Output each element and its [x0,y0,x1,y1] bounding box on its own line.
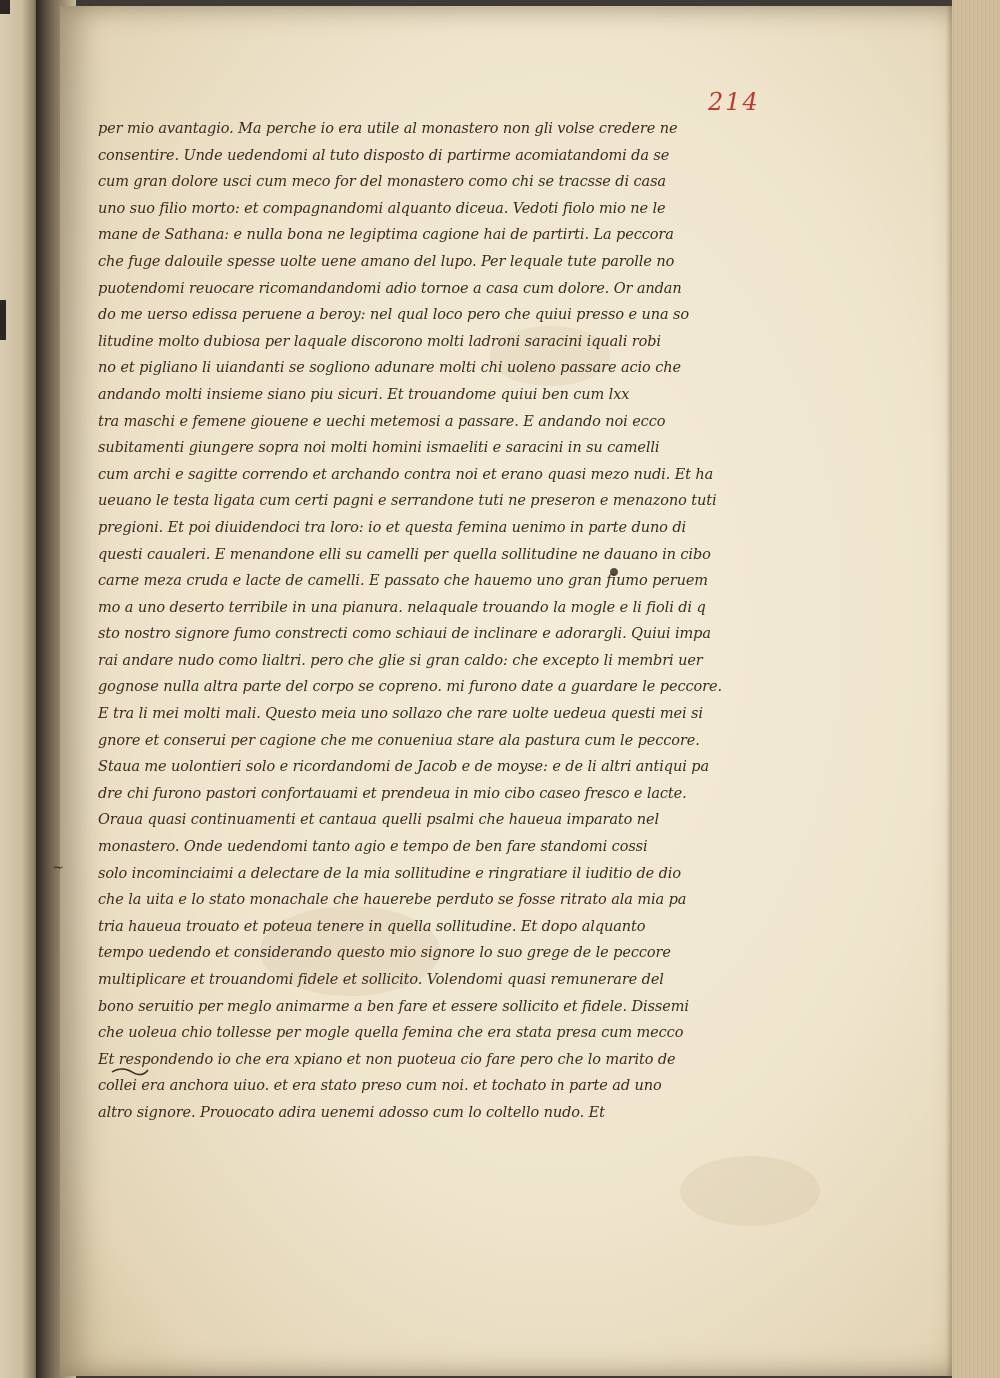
manuscript-line: andando molti insieme siano piu sicuri. Et trouandome quiui ben cum lxx [98,386,630,403]
manuscript-line: tempo uedendo et considerando questo mio signore lo suo grege de le peccore [98,945,671,962]
manuscript-line: altro signore. Prouocato adira uenemi adosso cum lo coltello nudo. Et [98,1104,605,1121]
binding-notch [0,0,10,14]
folio-number: 214 [708,88,760,116]
binding-notch [0,300,6,340]
manuscript-line: che uoleua chio tollesse per mogle quella femina che era stata presa cum mecco [98,1025,684,1042]
manuscript-line: litudine molto dubiosa per laquale discorono molti ladroni saracini iquali robi [98,333,661,350]
manuscript-line: ueuano le testa ligata cum certi pagni e serrandone tuti ne preseron e menazono tuti [98,493,717,510]
manuscript-line: cum archi e sagitte correndo et archando contra noi et erano quasi mezo nudi. Et ha [98,466,714,483]
manuscript-line: Et respondendo io che era xpiano et non puoteua cio fare pero che lo marito de [98,1051,676,1068]
manuscript-line: puotendomi reuocare ricomandandomi adio tornoe a casa cum dolore. Or andan [98,280,682,297]
manuscript-line: no et pigliano li uiandanti se sogliono adunare molti chi uoleno passare acio che [98,360,681,377]
manuscript-line: monastero. Onde uedendomi tanto agio e tempo de ben fare standomi cossi [98,839,648,856]
paper-stain [680,1156,820,1226]
manuscript-line: per mio avantagio. Ma perche io era utile al monastero non gli volse credere ne [98,121,678,137]
margin-mark-icon: ~ [52,860,64,876]
manuscript-line: cum gran dolore usci cum meco for del monastero como chi se tracsse di casa [98,174,666,191]
manuscript-line: multiplicare et trouandomi fidele et sollicito. Volendomi quasi remunerare del [98,972,664,988]
manuscript-line: pregioni. Et poi diuidendoci tra loro: io et questa femina uenimo in parte duno di [98,519,687,536]
manuscript-line: gnore et conserui per cagione che me conueniua stare ala pastura cum le peccore. [98,732,700,749]
manuscript-line: Oraua quasi continuamenti et cantaua quelli psalmi che haueua imparato nel [98,812,659,829]
manuscript-line: bono seruitio per meglo animarme a ben fare et essere sollicito et fidele. Dissemi [98,998,689,1015]
manuscript-line: do me uerso edissa peruene a beroy: nel qual loco pero che quiui presso e una so [98,307,689,324]
manuscript-line: mo a uno deserto terribile in una pianura. nelaquale trouando la mogle e li fioli di q [98,599,706,616]
manuscript-line: collei era anchora uiuo. et era stato preso cum noi. et tochato in parte ad uno [98,1078,662,1095]
manuscript-line: gognose nulla altra parte del corpo se copreno. mi furono date a guardare le peccore. [98,679,722,696]
manuscript-line: tra maschi e femene giouene e uechi metemosi a passare. E andando noi ecco [98,413,666,430]
manuscript-line: questi caualeri. E menandone elli su camelli per quella sollitudine ne dauano in cibo [98,546,711,563]
manuscript-line: solo incominciaimi a delectare de la mia sollitudine e ringratiare il iuditio de dio [98,865,681,882]
manuscript-line: E tra li mei molti mali. Questo meia uno sollazo che rare uolte uedeua questi mei si [98,706,703,723]
manuscript-line: mane de Sathana: e nulla bona ne legiptima cagione hai de partirti. La peccora [98,227,674,244]
manuscript-line: consentire. Unde uedendomi al tuto disposto di partirme acomiatandomi da se [98,147,670,164]
manuscript-line: subitamenti giungere sopra noi molti homini ismaeliti e saracini in su camelli [98,440,660,457]
manuscript-line: rai andare nudo como lialtri. pero che glie si gran caldo: che excepto li membri uer [98,652,703,669]
manuscript-line: uno suo filio morto: et compagnandomi alquanto diceua. Vedoti fiolo mio ne le [98,200,666,217]
left-facing-page-edge [0,0,40,1378]
manuscript-text-block [98,116,798,1127]
stacked-page-edges [952,0,1000,1378]
manuscript-line: che fuge dalouile spesse uolte uene amano del lupo. Per lequale tute parolle no [98,253,675,270]
manuscript-line: Staua me uolontieri solo e ricordandomi de Jacob e de moyse: e de li altri antiqui pa [98,759,709,776]
manuscript-line: che la uita e lo stato monachale che hauerebe perduto se fosse ritrato ala mia pa [98,892,687,909]
manuscript-line: carne meza cruda e lacte de camelli. E passato che hauemo uno gran fiumo peruem [98,573,708,590]
flourish-icon [110,1064,150,1078]
manuscript-line: sto nostro signore fumo constrecti como schiaui de inclinare e adorargli. Quiui impa [98,626,711,643]
manuscript-line: dre chi furono pastori confortauami et prendeua in mio cibo caseo fresco e lacte. [98,785,687,802]
manuscript-line: tria haueua trouato et poteua tenere in quella sollitudine. Et dopo alquanto [98,918,646,935]
